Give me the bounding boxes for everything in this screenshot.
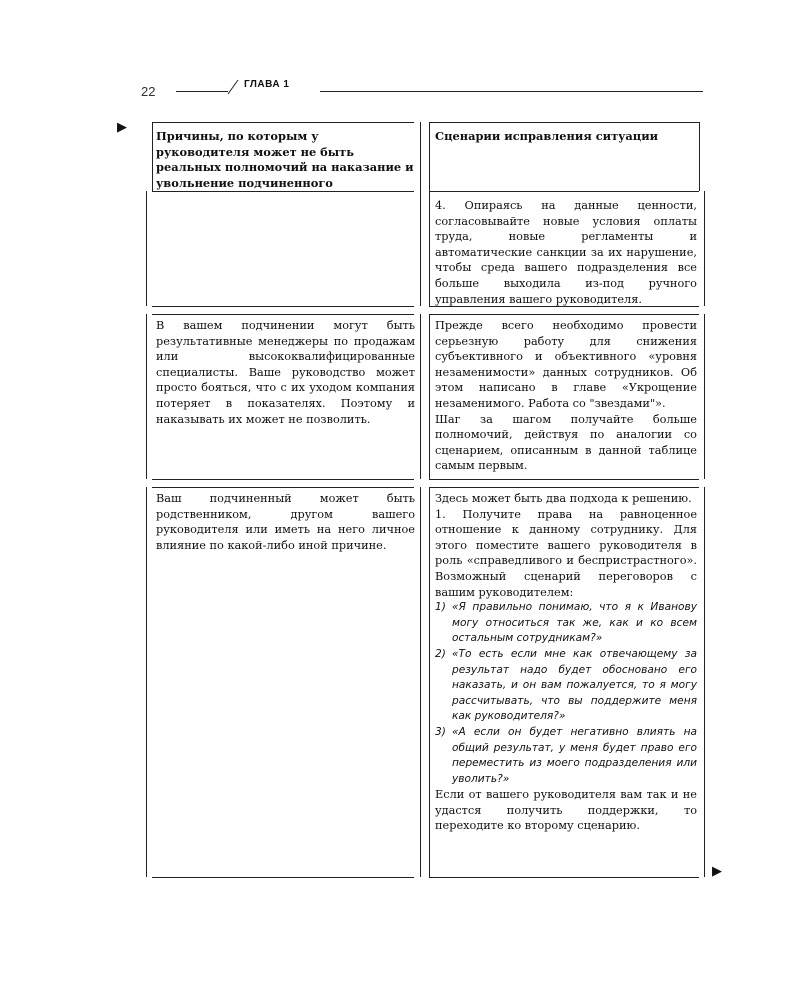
row3-right-intro: Здесь может быть два подхода к решению. — [435, 492, 692, 505]
header-rule-left — [176, 91, 228, 92]
quote-text: «Я правильно понимаю, что я к Иванову могу относиться так же, как и ко всем остальным сотрудникам?» — [452, 601, 697, 645]
row3-divider-mid-a — [420, 487, 421, 877]
row2-right-paragraph-2: Шаг за шагом получайте больше полномочий, действуя по аналогии со сценарием, описанным в данной таблице самым первым. — [435, 412, 697, 473]
col-divider-mid-a — [420, 122, 421, 191]
row3-top-rule-left — [152, 487, 414, 488]
row3-left-cell: Ваш подчиненный может быть родственником, другом вашего руководителя или иметь на него личное влияние по какой-либо иной причине. — [156, 492, 415, 552]
col-divider-left — [152, 122, 153, 191]
row3-right-outro: Если от вашего руководителя вам так и не удастся получить поддержки, то переходите ко второму сценарию. — [435, 788, 697, 833]
row2-left-cell: В вашем подчинении могут быть результативные менеджеры по продажам или высококвалифицированные специалисты. Ваше руководство может просто бояться, что с их уходом компания потеряет в показателях. Поэтому и наказывать их может не позволить. — [156, 319, 415, 426]
row1-divider-mid-b — [429, 191, 430, 306]
quote-item — [435, 600, 697, 647]
header-rule-right — [320, 91, 703, 92]
row2-right-cell — [435, 318, 697, 474]
table-bottom-rule-right — [429, 877, 699, 878]
triangle-right-icon: ▶ — [712, 864, 722, 879]
quote-text: «А если он будет негативно влиять на общий результат, у меня будет право его переместить из моего подразделения или уволить?» — [452, 725, 697, 785]
row2-divider-left — [146, 314, 147, 479]
row2-divider-right — [704, 314, 705, 479]
row2-divider-mid-a — [420, 314, 421, 479]
quote-text: «То есть если мне как отвечающему за результат надо будет обосновано его наказать, и он вам пожалуется, то я могу рассчитывать, что вы поддержите меня как руководителя?» — [452, 647, 697, 723]
header-bottom-rule-right — [429, 191, 699, 192]
row2-bottom-rule-right — [429, 479, 699, 480]
triangle-right-icon: ▶ — [117, 120, 127, 135]
row2-top-rule-right — [429, 314, 699, 315]
quote-number: 3) — [435, 725, 446, 738]
quote-item — [435, 647, 697, 725]
row2-right-paragraph-1: Прежде всего необходимо провести серьезную работу для снижения субъективного и объективного «уровня незаменимости» данных сотрудников. Об этом написано в главе «Укрощение незаменимого. Работа со "звездами"». — [435, 319, 697, 410]
row3-divider-left — [146, 487, 147, 877]
row1-right-cell: 4. Опираясь на данные ценности, согласовывайте новые условия оплаты труда, новые регламенты и автоматические санкции за их нарушение, чтобы среда вашего подразделения все больше выходила из-под ручного управления вашего руководителя. — [435, 199, 697, 306]
row3-divider-right — [704, 487, 705, 877]
col-divider-mid-b — [429, 122, 430, 191]
row1-bottom-rule-left — [152, 306, 414, 307]
column-header-scenarios: Сценарии исправления ситуации — [435, 129, 659, 143]
table-bottom-rule-left — [152, 877, 414, 878]
table-top-rule-left — [152, 122, 414, 123]
row3-divider-mid-b — [429, 487, 430, 877]
row2-divider-mid-b — [429, 314, 430, 479]
page-number: 22 — [141, 84, 156, 99]
header-slash — [226, 79, 242, 95]
row1-divider-right — [704, 191, 705, 306]
row3-right-cell — [435, 491, 697, 834]
row1-divider-left — [146, 191, 147, 306]
row2-bottom-rule-left — [152, 479, 414, 480]
row1-divider-mid-a — [420, 191, 421, 306]
column-header-reasons: Причины, по которым у руководителя может не быть реальных полномочий на наказание и увольнение подчиненного — [156, 129, 414, 190]
quote-item — [435, 725, 697, 787]
quote-number: 2) — [435, 647, 446, 660]
table-top-rule-right — [429, 122, 699, 123]
row2-top-rule-left — [152, 314, 414, 315]
chapter-title: ГЛАВА 1 — [244, 79, 290, 90]
row3-right-paragraph-1: 1. Получите права на равноценное отношение к данному сотруднику. Для этого поместите вашего руководителя в роль «справедливого и беспристрастного». Возможный сценарий переговоров с вашим руководителем: — [435, 507, 697, 599]
row3-top-rule-right — [429, 487, 699, 488]
col-divider-right — [699, 122, 700, 191]
quote-number: 1) — [435, 601, 446, 614]
